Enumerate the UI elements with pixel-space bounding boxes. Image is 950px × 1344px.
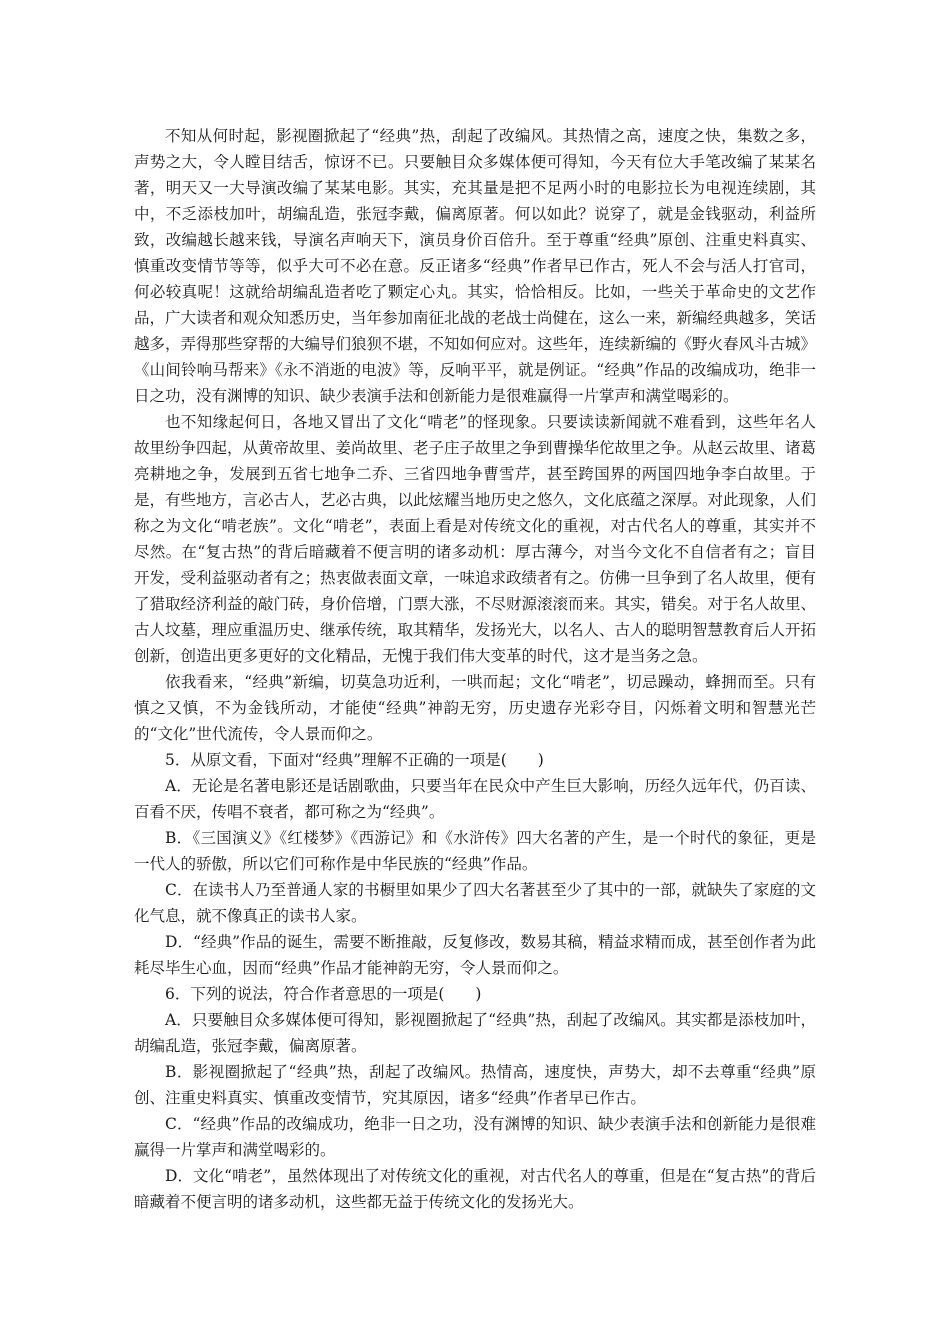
- question-6-option-c: C．“经典”作品的改编成功，绝非一日之功，没有渊博的知识、缺少表演手法和创新能力是很难赢得一片掌声和满堂喝彩的。: [134, 1115, 816, 1159]
- passage-paragraph-2: 也不知缘起何日，各地又冒出了文化“啃老”的怪现象。只要读读新闻就不难看到，这些年名人故里纷争四起，从黄帝故里、姜尚故里、老子庄子故里之争到曹操华佗故里之争。从赵云故里、诸葛亮耕地之争，发展到五省七地争二乔、三省四地争曹雪芹，甚至跨国界的两国四地争李白故里。于是，有些地方，言必古人，艺必古典，以此炫耀当地历史之悠久，文化底蕴之深厚。对此现象，人们称之为文化“啃老族”。文化“啃老”，表面上看是对传统文化的重视，对古代名人的尊重，其实并不尽然。在“复古热”的背后暗藏着不便言明的诸多动机：厚古薄今，对当今文化不自信者有之；盲目开发，受利益驱动者有之；热衷做表面文章，一味追求政绩者有之。仿佛一旦争到了名人故里，便有了猎取经济利益的敲门砖，身价倍增，门票大涨，不尽财源滚滚而来。其实，错矣。对于名人故里、古人坟墓，理应重温历史、继承传统，取其精华，发扬光大，以名人、古人的聪明智慧教育后人开拓创新，创造出更多更好的文化精品，无愧于我们伟大变革的时代，这才是当务之急。: [134, 413, 817, 665]
- question-6-option-a: A．只要触目众多媒体便可得知，影视圈掀起了“经典”热，刮起了改编风。其实都是添枝加叶，胡编乱造，张冠李戴，偏离原著。: [134, 1011, 816, 1055]
- question-6-option-b: B．影视圈掀起了“经典”热，刮起了改编风。热情高，速度快，声势大，却不去尊重“经典”原创、注重史料真实、慎重改变情节，究其原因，诸多“经典”作者早已作古。: [134, 1063, 816, 1107]
- question-5-option-b: B．《三国演义》《红楼梦》《西游记》和《水浒传》四大名著的产生，是一个时代的象征，更是一代人的骄傲，所以它们可称作是中华民族的“经典”作品。: [134, 829, 816, 873]
- question-6-option-d: D．文化“啃老”，虽然体现出了对传统文化的重视，对古代名人的尊重，但是在“复古热”的背后暗藏着不便言明的诸多动机，这些都无益于传统文化的发扬光大。: [134, 1167, 816, 1211]
- document-page: [134, 123, 816, 1215]
- question-5-option-d: D．“经典”作品的诞生，需要不断推敲，反复修改，数易其稿，精益求精而成，甚至创作者为此耗尽毕生心血，因而“经典”作品才能神韵无穷，令人景而仰之。: [134, 933, 816, 977]
- question-5-option-c: C．在读书人乃至普通人家的书橱里如果少了四大名著甚至少了其中的一部，就缺失了家庭的文化气息，就不像真正的读书人家。: [134, 881, 816, 925]
- question-5-option-a: A．无论是名著电影还是话剧歌曲，只要当年在民众中产生巨大影响，历经久远年代，仍百读、百看不厌，传唱不衰者，都可称之为“经典”。: [134, 777, 816, 821]
- passage-paragraph-3: 依我看来，“经典”新编，切莫急功近利，一哄而起；文化“啃老”，切忌躁动，蜂拥而至。只有慎之又慎，不为金钱所动，才能使“经典”神韵无穷，历史遗存光彩夺目，闪烁着文明和智慧光芒的“文化”世代流传，令人景而仰之。: [134, 673, 816, 743]
- passage-paragraph-1: 不知从何时起，影视圈掀起了“经典”热，刮起了改编风。其热情之高，速度之快，集数之多，声势之大，令人瞠目结舌，惊讶不已。只要触目众多媒体便可得知，今天有位大手笔改编了某某名著，明天又一大导演改编了某某电影。其实，充其量是把不足两小时的电影拉长为电视连续剧，其中，不乏添枝加叶，胡编乱造，张冠李戴，偏离原著。何以如此？说穿了，就是金钱驱动，利益所致，改编越长越来钱，导演名声响天下，演员身价百倍升。至于尊重“经典”原创、注重史料真实、慎重改变情节等等，似乎大可不必在意。反正诸多“经典”作者早已作古，死人不会与活人打官司，何必较真呢！这就给胡编乱造者吃了颗定心丸。其实，恰恰相反。比如，一些关于革命史的文艺作品，广大读者和观众知悉历史，当年参加南征北战的老战士尚健在，这么一来，新编经典越多，笑话越多，弄得那些穿帮的大编导们狼狈不堪，不知如何应对。这些年，连续新编的《野火春风斗古城》《山间铃响马帮来》《永不消逝的电波》等，反响平平，就是例证。“经典”作品的改编成功，绝非一日之功，没有渊博的知识、缺少表演手法和创新能力是很难赢得一片掌声和满堂喝彩的。: [134, 127, 817, 405]
- question-6-stem: 6．下列的说法，符合作者意思的一项是( ): [165, 985, 482, 1003]
- question-5-stem: 5．从原文看，下面对“经典”理解不正确的一项是( ): [165, 751, 544, 769]
